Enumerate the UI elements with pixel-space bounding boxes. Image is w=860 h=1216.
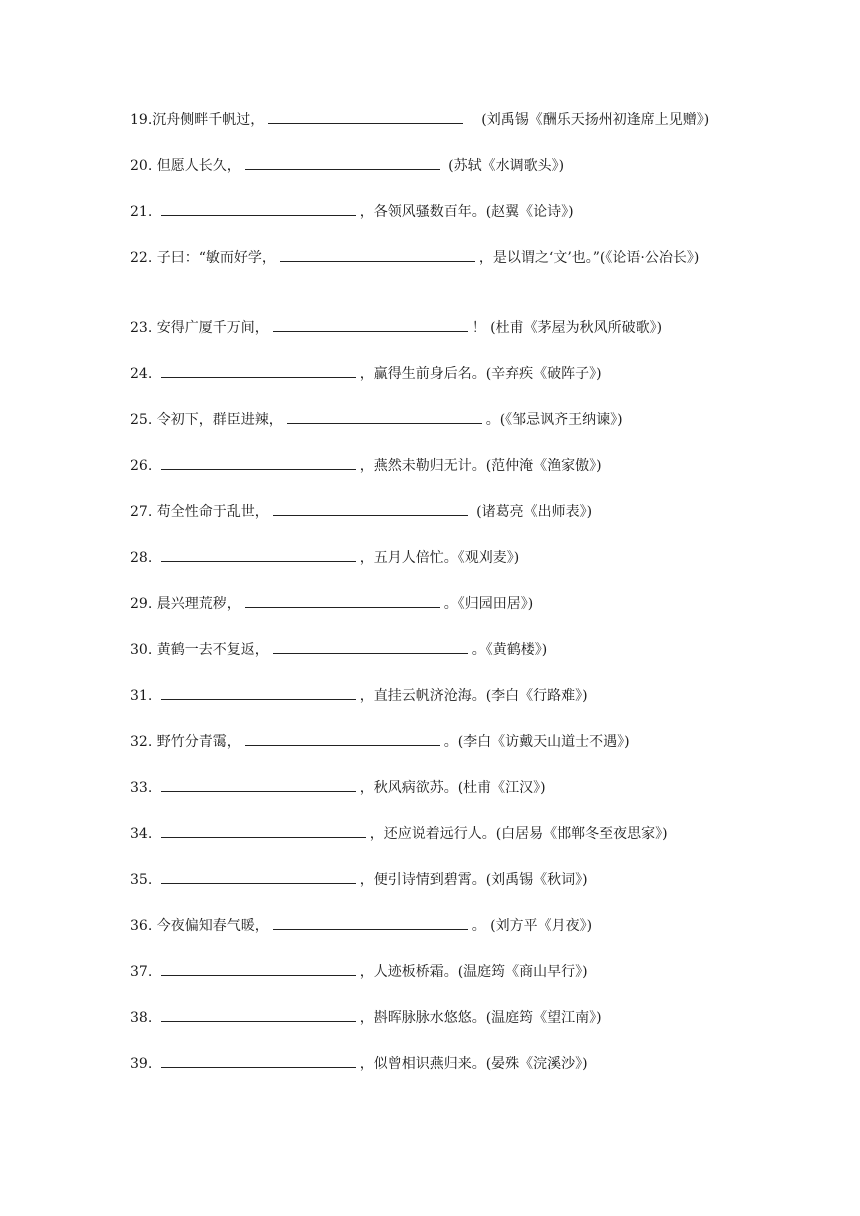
question-26 (130, 454, 750, 478)
answer-blank[interactable] (161, 960, 356, 976)
question-source: ，便引诗情到碧霄。(刘禹锡《秋词》) (359, 872, 588, 888)
question-text: 32. 野竹分青霭， (130, 734, 241, 750)
question-text: 33. (130, 780, 157, 796)
question-33 (130, 776, 750, 800)
question-source: ！ (杜甫《茅屋为秋风所破歌》) (471, 320, 663, 336)
question-source: ，人迹板桥霜。(温庭筠《商山早行》) (359, 964, 588, 980)
question-text: 23. 安得广厦千万间， (130, 320, 269, 336)
answer-blank[interactable] (273, 638, 468, 654)
question-23 (130, 316, 750, 340)
question-39 (130, 1052, 750, 1076)
question-source: 。《归园田居》) (443, 596, 534, 612)
question-31 (130, 684, 750, 708)
question-27 (130, 500, 750, 524)
question-source: ，是以谓之‘文’也。”(《论语·公冶长》) (478, 250, 700, 266)
question-text: 31. (130, 688, 157, 704)
answer-blank[interactable] (273, 914, 468, 930)
question-29 (130, 592, 750, 616)
question-source: ，还应说着远行人。(白居易《邯郸冬至夜思家》) (369, 826, 668, 842)
question-source: ，燕然未勒归无计。(范仲淹《渔家傲》) (359, 458, 602, 474)
question-24 (130, 362, 750, 386)
question-text: 25. 令初下，群臣进辣， (130, 412, 283, 428)
answer-blank[interactable] (287, 408, 482, 424)
question-source: (刘禹锡《酬乐天扬州初逢席上见赠》) (467, 112, 710, 128)
answer-blank[interactable] (273, 316, 468, 332)
question-25 (130, 408, 750, 432)
answer-blank[interactable] (161, 1006, 356, 1022)
question-text: 22. 子曰：“敏而好学， (130, 250, 276, 266)
answer-blank[interactable] (161, 822, 366, 838)
question-37 (130, 960, 750, 984)
question-text: 35. (130, 872, 157, 888)
answer-blank[interactable] (161, 200, 356, 216)
answer-blank[interactable] (245, 730, 440, 746)
question-source: ，赢得生前身后名。(辛弃疾《破阵子》) (359, 366, 602, 382)
question-38 (130, 1006, 750, 1030)
question-text: 26. (130, 458, 157, 474)
question-source: ，五月人倍忙。《观刈麦》) (359, 550, 520, 566)
answer-blank[interactable] (280, 246, 475, 262)
question-source: ，秋风病欲苏。(杜甫《江汉》) (359, 780, 546, 796)
question-source: 。(《邹忌讽齐王纳谏》) (485, 412, 623, 428)
question-text: 37. (130, 964, 157, 980)
answer-blank[interactable] (161, 684, 356, 700)
question-34 (130, 822, 750, 846)
question-source: 。《黄鹤楼》) (471, 642, 548, 658)
question-source: (诸葛亮《出师表》) (471, 504, 593, 520)
question-text: 24. (130, 366, 157, 382)
question-21 (130, 200, 750, 224)
question-source: (苏轼《水调歌头》) (443, 158, 565, 174)
question-source: ，直挂云帆济沧海。(李白《行路难》) (359, 688, 588, 704)
answer-blank[interactable] (245, 154, 440, 170)
question-text: 21. (130, 204, 157, 220)
question-text: 38. (130, 1010, 157, 1026)
answer-blank[interactable] (268, 108, 463, 124)
answer-blank[interactable] (273, 500, 468, 516)
question-text: 27. 苟全性命于乱世， (130, 504, 269, 520)
answer-blank[interactable] (161, 1052, 356, 1068)
question-text: 28. (130, 550, 157, 566)
question-22 (130, 246, 750, 294)
answer-blank[interactable] (161, 362, 356, 378)
question-20 (130, 154, 750, 178)
answer-blank[interactable] (161, 454, 356, 470)
answer-blank[interactable] (161, 868, 356, 884)
question-text: 29. 晨兴理荒秽， (130, 596, 241, 612)
answer-blank[interactable] (161, 776, 356, 792)
question-source: ，各领风骚数百年。(赵翼《论诗》) (359, 204, 574, 220)
question-text: 36. 今夜偏知春气暖， (130, 918, 269, 934)
question-source: ，斟晖脉脉水悠悠。(温庭筠《望江南》) (359, 1010, 602, 1026)
question-source: 。 (刘方平《月夜》) (471, 918, 593, 934)
question-text: 34. (130, 826, 157, 842)
question-text: 20. 但愿人长久， (130, 158, 241, 174)
question-30 (130, 638, 750, 662)
answer-blank[interactable] (161, 546, 356, 562)
question-19 (130, 108, 750, 132)
question-32 (130, 730, 750, 754)
question-source: ，似曾相识燕归来。(晏殊《浣溪沙》) (359, 1056, 588, 1072)
question-text: 39. (130, 1056, 157, 1072)
answer-blank[interactable] (245, 592, 440, 608)
question-35 (130, 868, 750, 892)
question-36 (130, 914, 750, 938)
question-text: 19.沉舟侧畔千帆过， (130, 112, 265, 128)
question-source: 。(李白《访戴天山道士不遇》) (443, 734, 630, 750)
question-text: 30. 黄鹤一去不复返， (130, 642, 269, 658)
question-28 (130, 546, 750, 570)
fill-in-list (130, 108, 750, 1098)
